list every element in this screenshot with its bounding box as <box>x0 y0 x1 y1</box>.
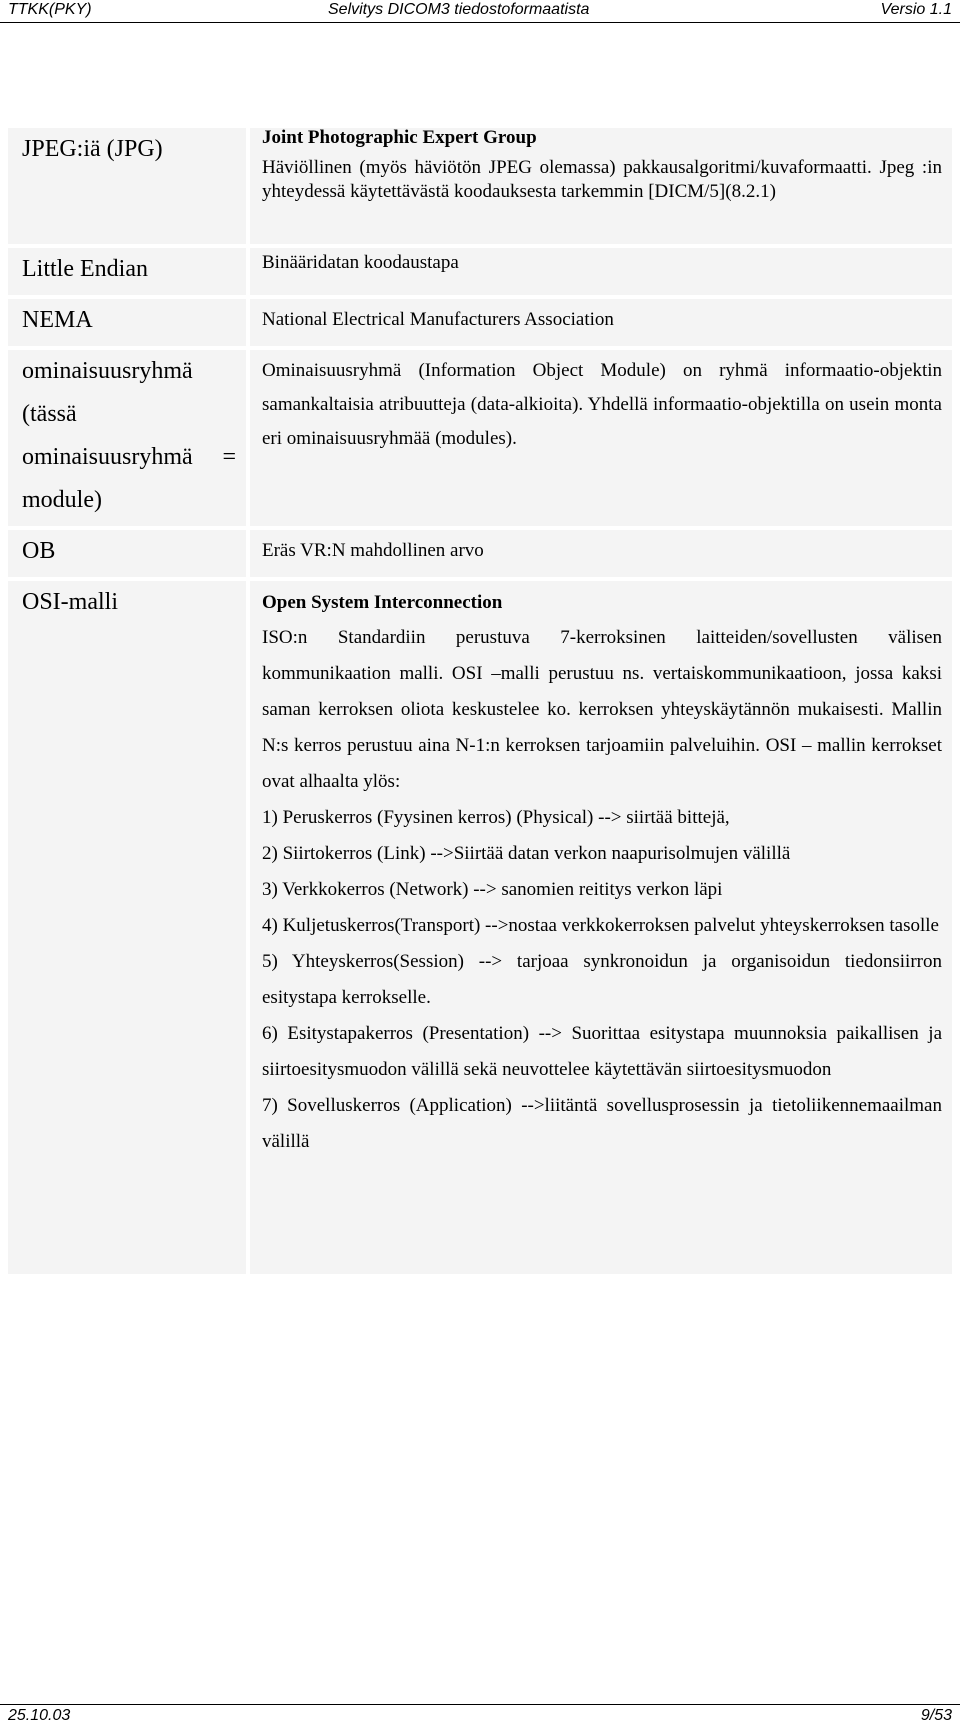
definition-cell <box>250 128 952 244</box>
term-cell: OSI-malli <box>8 581 246 1274</box>
osi-layer-item: 2) Siirtokerros (Link) -->Siirtää datan verkon naapurisolmujen välillä <box>262 843 791 864</box>
page-number: 9/53 <box>920 1707 952 1724</box>
osi-layer-item: 5) Yhteyskerros(Session) --> tarjoaa synkronoidun ja organisoidun tiedonsiirron esitystapa kerrokselle. <box>262 951 942 1008</box>
footer-date: 25.10.03 <box>8 1707 71 1724</box>
definition-text: Eräs VR:N mahdollinen arvo <box>262 540 484 561</box>
table-row <box>8 248 952 295</box>
definition-title: Open System Interconnection <box>262 592 503 613</box>
term-cell: NEMA <box>8 299 246 346</box>
table-row <box>8 581 952 1274</box>
page-footer <box>0 1704 960 1727</box>
osi-layer-item: 7) Sovelluskerros (Application) -->liitäntä sovellusprosessin ja tietoliikennemaailman välillä <box>262 1095 942 1152</box>
osi-layer-item: 6) Esitystapakerros (Presentation) --> Suorittaa esitystapa muunnoksia paikallisen ja siirtoesitysmuodon välillä sekä neuvottelee käytettävän siirtoesitysmuodon <box>262 1023 942 1080</box>
table-row <box>8 128 952 244</box>
definition-cell <box>250 530 952 577</box>
term-cell: Little Endian <box>8 248 246 295</box>
term-cell: OB <box>8 530 246 577</box>
table-row <box>8 350 952 526</box>
header-title: Selvitys DICOM3 tiedostoformaatista <box>328 1 590 18</box>
glossary-table <box>4 124 956 1278</box>
definition-title: Joint Photographic Expert Group <box>262 127 537 148</box>
definition-text: Ominaisuusryhmä (Information Object Module) on ryhmä informaatio-objektin samankaltaisia atribuutteja (data-alkioita). Yhdellä informaatio-objektilla on usein monta eri ominaisuusryhmää (modules). <box>262 360 942 449</box>
osi-layer-item: 3) Verkkokerros (Network) --> sanomien reititys verkon läpi <box>262 879 723 900</box>
definition-cell <box>250 350 952 526</box>
definition-text: National Electrical Manufacturers Association <box>262 309 614 330</box>
definition-text: ISO:n Standardiin perustuva 7-kerroksinen laitteiden/sovellusten välisen kommunikaation malli. OSI –malli perustuu ns. vertaiskommunikaatioon, jossa kaksi saman kerroksen oliota keskustelee ko. kerroksen yhteyskäytännön mukaisesti. Mallin N:s kerros perustuu aina N-1:n kerroksen tarjoamiin palveluihin. OSI – mallin kerrokset ovat alhaalta ylös: <box>262 627 942 792</box>
definition-cell <box>250 248 952 295</box>
definition-text: Binääridatan koodaustapa <box>262 252 459 273</box>
osi-layer-item: 1) Peruskerros (Fyysinen kerros) (Physical) --> siirtää bittejä, <box>262 807 730 828</box>
header-version: Versio 1.1 <box>880 1 952 18</box>
term-cell: ominaisuusryhmä (tässä ominaisuusryhmä = module) <box>8 350 246 526</box>
definition-cell <box>250 299 952 346</box>
table-row <box>8 530 952 577</box>
header-left: TTKK(PKY) <box>8 1 92 18</box>
table-row <box>8 299 952 346</box>
term-cell: JPEG:iä (JPG) <box>8 128 246 244</box>
page-header <box>0 0 960 23</box>
osi-layer-item: 4) Kuljetuskerros(Transport) -->nostaa verkkokerroksen palvelut yhteyskerroksen tasolle <box>262 915 939 936</box>
definition-text: Häviöllinen (myös häviötön JPEG olemassa) pakkausalgoritmi/kuvaformaatti. Jpeg :in yhteydessä käytettävästä koodauksesta tarkemmin [DICM/5](8.2.1) <box>262 157 942 202</box>
definition-cell <box>250 581 952 1274</box>
